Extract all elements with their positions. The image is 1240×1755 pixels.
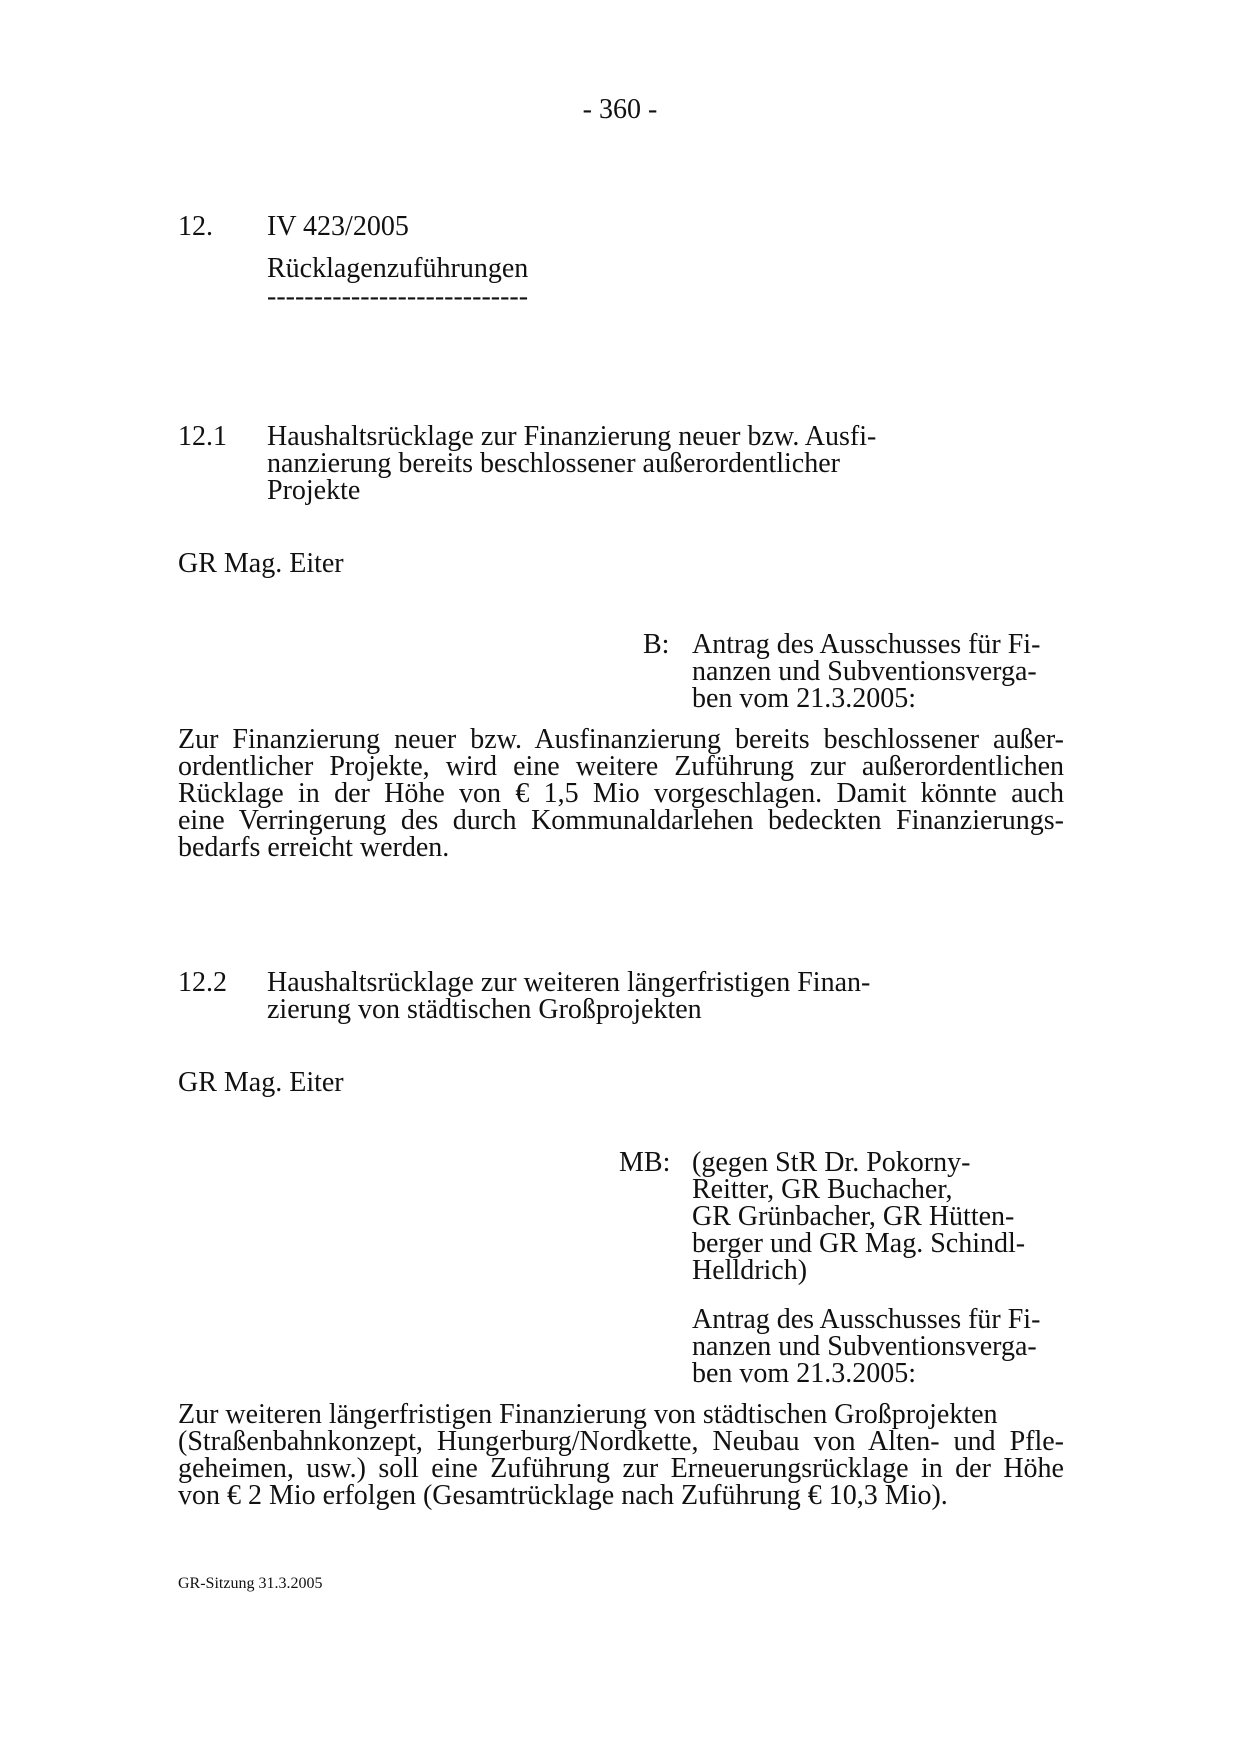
sub2-body (178, 1401, 1064, 1509)
sub2-body-line: geheimen, usw.) soll eine Zuführung zur Erneuerungsrücklage in der Höhe (178, 1453, 1064, 1484)
sub2-title-line: Haushaltsrücklage zur weiteren längerfristigen Finan- (267, 967, 871, 998)
sub1-decision-line: ben vom 21.3.2005: (692, 683, 916, 714)
sub1-title-line: nanzierung bereits beschlossener außerordentlicher (267, 448, 840, 479)
sub2-decision-line: berger und GR Mag. Schindl- (692, 1228, 1026, 1259)
sub1-decision-line: Antrag des Ausschusses für Fi- (692, 629, 1041, 660)
sub2-decision-line: (gegen StR Dr. Pokorny- (692, 1147, 971, 1178)
sub1-decision-label: B: (643, 629, 670, 660)
sub1-body-line: eine Verringerung des durch Kommunaldarlehen bedeckten Finanzierungs- (178, 805, 1064, 836)
item-code: IV 423/2005 (267, 211, 409, 242)
sub1-title-line: Haushaltsrücklage zur Finanzierung neuer bzw. Ausfi- (267, 421, 877, 452)
page-number: - 360 - (582, 94, 658, 125)
sub2-number: 12.2 (178, 967, 227, 998)
sub2-body-line: von € 2 Mio erfolgen (Gesamtrücklage nach Zuführung € 10,3 Mio). (178, 1480, 948, 1511)
sub2-decision-line: Reitter, GR Buchacher, (692, 1174, 953, 1205)
sub2-motion-line: nanzen und Subventionsverga- (692, 1331, 1037, 1362)
sub1-decision-line: nanzen und Subventionsverga- (692, 656, 1037, 687)
sub2-motion-line: ben vom 21.3.2005: (692, 1358, 916, 1389)
sub1-number: 12.1 (178, 421, 227, 452)
sub1-title-line: Projekte (267, 475, 361, 506)
sub2-motion-line: Antrag des Ausschusses für Fi- (692, 1304, 1041, 1335)
sub2-speaker: GR Mag. Eiter (178, 1067, 344, 1098)
sub1-body (178, 726, 1064, 861)
sub2-body-line: Zur weiteren längerfristigen Finanzierung von städtischen Großprojekten (178, 1399, 998, 1430)
sub1-body-line: Zur Finanzierung neuer bzw. Ausfinanzierung bereits beschlossener außer- (178, 724, 1064, 755)
page-footer: GR-Sitzung 31.3.2005 (178, 1575, 323, 1592)
sub2-decision-line: GR Grünbacher, GR Hütten- (692, 1201, 1015, 1232)
item-title-underline: ---------------------------- (267, 281, 529, 312)
sub1-speaker: GR Mag. Eiter (178, 548, 344, 579)
sub1-body-line: ordentlicher Projekte, wird eine weitere Zuführung zur außerordentlichen (178, 751, 1064, 782)
sub2-decision-line: Helldrich) (692, 1255, 808, 1286)
sub1-body-line: Rücklage in der Höhe von € 1,5 Mio vorgeschlagen. Damit könnte auch (178, 778, 1064, 809)
sub2-body-line: (Straßenbahnkonzept, Hungerburg/Nordkette, Neubau von Alten- und Pfle- (178, 1426, 1064, 1457)
sub2-title-line: zierung von städtischen Großprojekten (267, 994, 702, 1025)
sub2-decision-label: MB: (619, 1147, 671, 1178)
item-number: 12. (178, 211, 213, 242)
item-title: Rücklagenzuführungen (267, 253, 529, 284)
sub1-body-line: bedarfs erreicht werden. (178, 832, 450, 863)
